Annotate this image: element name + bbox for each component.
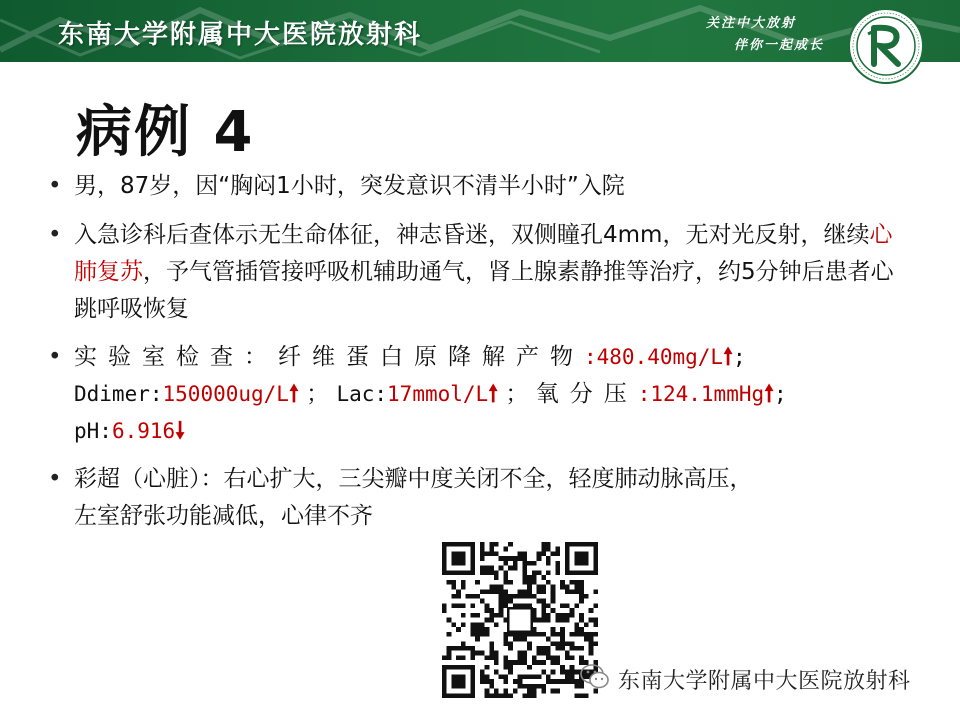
org-title: 东南大学附属中大医院放射科 bbox=[58, 20, 423, 50]
case-bullet-list bbox=[48, 168, 908, 535]
po2-label: 氧分压 bbox=[535, 381, 638, 407]
qr-code-icon bbox=[442, 542, 598, 698]
echo-line2: 左室舒张功能减低，心律不齐 bbox=[74, 503, 373, 529]
ddimer-label: Ddimer: bbox=[74, 382, 163, 406]
slogan-line2: 伴你一起成长 bbox=[734, 38, 825, 53]
echo-line1: 彩超（心脏）：右心扩大，三尖瓣中度关闭不全，轻度肺动脉高压， bbox=[74, 466, 753, 492]
hospital-seal-icon bbox=[846, 6, 926, 86]
watermark-text: 东南大学附属中大医院放射科 bbox=[618, 669, 911, 694]
bullet-echocardiography bbox=[48, 461, 908, 535]
separator: ; bbox=[732, 345, 746, 369]
ddimer-up-arrow-icon: 🠕 bbox=[288, 381, 299, 407]
lac-up-arrow-icon: 🠕 bbox=[488, 381, 499, 407]
lac-value: 17mmol/L bbox=[387, 382, 489, 406]
wechat-icon bbox=[578, 660, 612, 694]
cpr-highlight: 心肺复苏 bbox=[74, 222, 893, 285]
lac-label: Lac: bbox=[336, 382, 388, 406]
slide-title: 病例 4 bbox=[76, 100, 255, 165]
po2-up-arrow-icon: 🠕 bbox=[764, 381, 774, 407]
slogan-line1: 关注中大放射 bbox=[706, 16, 797, 31]
separator: ； bbox=[505, 381, 529, 407]
bullet-chief-complaint bbox=[48, 168, 908, 205]
ph-label: pH: bbox=[74, 419, 112, 443]
emergency-text-post: ，予气管插管接呼吸机辅助通气，肾上腺素静推等治疗，约5分钟后患者心跳呼吸恢复 bbox=[74, 259, 894, 322]
ph-down-arrow-icon: 🠗 bbox=[175, 418, 186, 444]
bullet-emergency-course bbox=[48, 217, 908, 328]
ddimer-value: 150000ug/L bbox=[162, 382, 289, 406]
emergency-text-pre: 入急诊科后查体示无生命体征，神志昏迷，双侧瞳孔4mm，无对光反射，继续 bbox=[74, 222, 870, 248]
header-banner bbox=[0, 0, 960, 62]
separator: ; bbox=[774, 382, 787, 406]
lab-label: 实验室检查：纤维蛋白原降解产物 bbox=[74, 344, 584, 370]
fdp-value: :480.40mg/L bbox=[584, 345, 724, 369]
ph-value: 6.916 bbox=[111, 419, 176, 443]
chief-complaint-text: 男，87岁，因“胸闷1小时，突发意识不清半小时”入院 bbox=[74, 173, 625, 199]
fdp-up-arrow-icon: 🠕 bbox=[723, 344, 733, 370]
po2-value: :124.1mmHg bbox=[637, 382, 765, 406]
separator: ； bbox=[306, 381, 330, 407]
bullet-lab-results bbox=[48, 339, 908, 450]
